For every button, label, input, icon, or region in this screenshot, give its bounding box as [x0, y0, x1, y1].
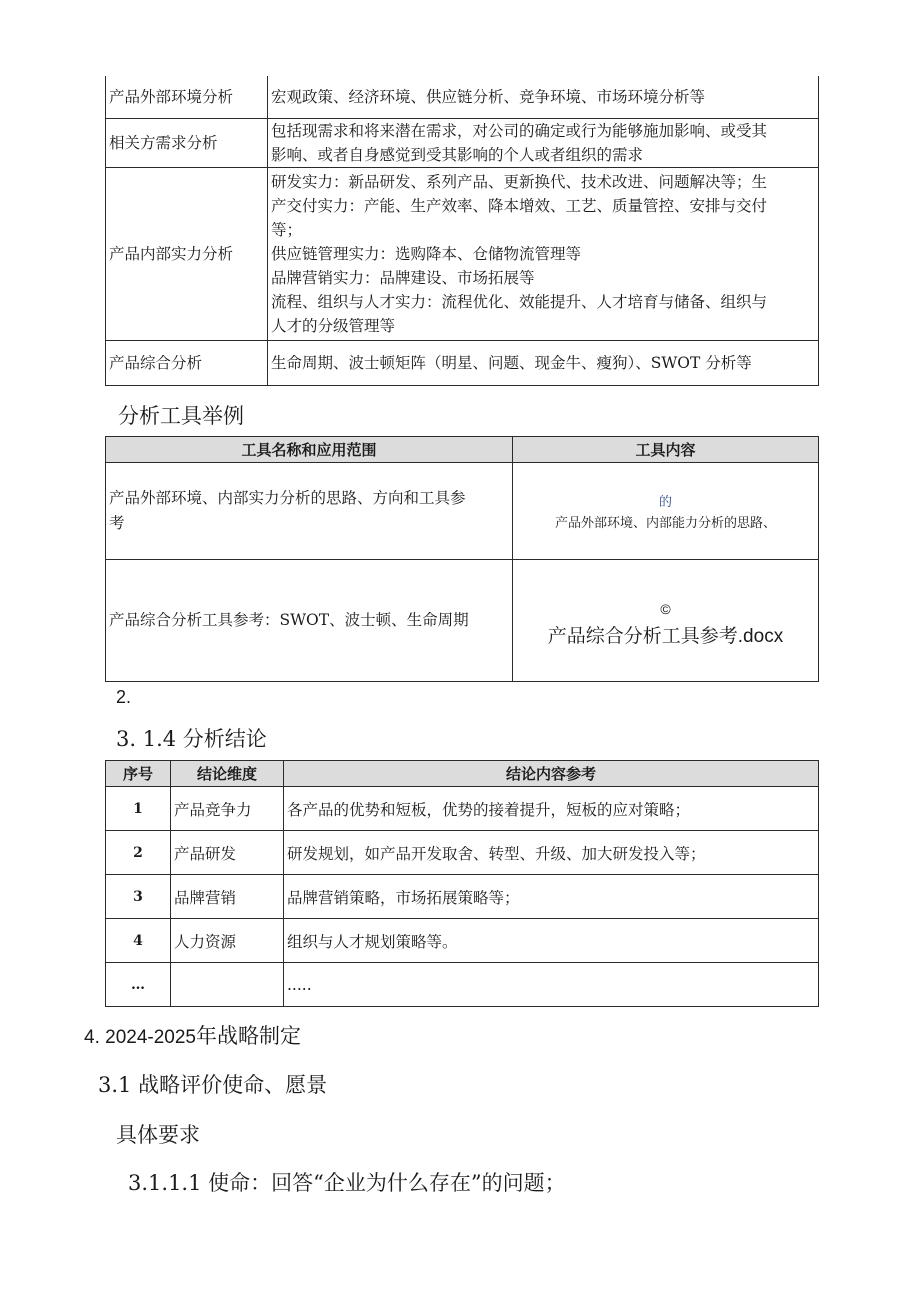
- column-header: 工具名称和应用范围: [106, 437, 513, 463]
- attachment-link[interactable]: 产品综合分析工具参考.docx: [547, 626, 784, 647]
- content-line: 宏观政策、经济环境、供应链分析、竞争环境、市场环境分析等: [271, 87, 706, 106]
- conclusion-dimension: [171, 963, 284, 1007]
- conclusion-dimension: 产品研发: [171, 831, 284, 875]
- heading-3: 3. 1.4 分析结论: [116, 727, 267, 751]
- tool-scope: [106, 463, 513, 560]
- content-line: 流程、组织与人才实力：流程优化、效能提升、人才培育与储备、组织与: [271, 292, 768, 311]
- analysis-content: [268, 167, 819, 340]
- row-number: …: [106, 963, 171, 1007]
- row-number: 4: [106, 919, 171, 963]
- table-row: [106, 787, 819, 831]
- tools-table: [105, 436, 819, 682]
- tool-scope: [106, 560, 513, 682]
- conclusion-dimension: 品牌营销: [171, 875, 284, 919]
- table-row: [106, 963, 819, 1007]
- analysis-key: 产品外部环境分析: [106, 76, 268, 118]
- tools-heading: 分析工具举例: [118, 404, 244, 428]
- attachment-link[interactable]: 产品外部环境、内部能力分析的思路、: [554, 515, 776, 530]
- conclusion-content: 各产品的优势和短板，优势的接着提升，短板的应对策略；: [284, 787, 819, 831]
- scope-line: 产品综合分析工具参考：SWOT、波士顿、生命周期: [109, 611, 469, 629]
- content-line: 包括现需求和将来潜在需求，对公司的确定或行为能够施加影响、或受其: [271, 121, 768, 140]
- column-header: 工具内容: [513, 437, 819, 463]
- conclusion-table: [105, 760, 819, 1007]
- analysis-content: [268, 340, 819, 385]
- table-row: [106, 167, 819, 340]
- row-number: 2: [106, 831, 171, 875]
- conclusion-dimension: 人力资源: [171, 919, 284, 963]
- analysis-key: 产品综合分析: [106, 340, 268, 385]
- table-row: [106, 919, 819, 963]
- table-row: [106, 76, 819, 118]
- row-number: 1: [106, 787, 171, 831]
- row-number: 3: [106, 875, 171, 919]
- heading-2: 2.: [116, 687, 132, 707]
- document-icon[interactable]: ©: [660, 601, 671, 617]
- analysis-content: [268, 76, 819, 118]
- table-row: [106, 560, 819, 682]
- content-line: 品牌营销实力：品牌建设、市场拓展等: [271, 268, 535, 287]
- table-header-row: [106, 437, 819, 463]
- table-row: [106, 463, 819, 560]
- heading-4-text: 年战略制定: [196, 1024, 301, 1048]
- table-row: [106, 831, 819, 875]
- heading-3-1: 3.1 战略评价使命、愿景: [98, 1073, 328, 1097]
- heading-3-1-1-1: 3.1.1.1 使命：回答“企业为什么存在”的问题；: [128, 1171, 566, 1195]
- attachment-cell[interactable]: [513, 463, 819, 560]
- conclusion-content: 品牌营销策略，市场拓展策略等；: [284, 875, 819, 919]
- analysis-key: 产品内部实力分析: [106, 167, 268, 340]
- conclusion-content: .....: [284, 963, 819, 1007]
- content-line: 影响、或者自身感觉到受其影响的个人或者组织的需求: [271, 145, 644, 164]
- document-icon[interactable]: 的: [658, 494, 672, 509]
- heading-4: [84, 1020, 301, 1050]
- scope-line: 考: [109, 514, 125, 532]
- conclusion-dimension: 产品竞争力: [171, 787, 284, 831]
- analysis-table: [105, 76, 819, 386]
- scope-line: 产品外部环境、内部实力分析的思路、方向和工具参: [109, 489, 466, 507]
- attachment-cell[interactable]: [513, 560, 819, 682]
- column-header: 结论内容参考: [284, 761, 819, 787]
- analysis-content: [268, 118, 819, 167]
- heading-4-number: 4. 2024-2025: [84, 1027, 196, 1048]
- analysis-key: 相关方需求分析: [106, 118, 268, 167]
- content-line: 生命周期、波士顿矩阵（明星、问题、现金牛、瘦狗）、SWOT 分析等: [271, 353, 752, 372]
- table-row: [106, 118, 819, 167]
- conclusion-content: 研发规划，如产品开发取舍、转型、升级、加大研发投入等；: [284, 831, 819, 875]
- table-header-row: [106, 761, 819, 787]
- requirements-heading: 具体要求: [116, 1123, 200, 1147]
- table-row: [106, 340, 819, 385]
- table-row: [106, 875, 819, 919]
- content-line: 产交付实力：产能、生产效率、降本增效、工艺、质量管控、安排与交付: [271, 196, 768, 215]
- conclusion-content: 组织与人才规划策略等。: [284, 919, 819, 963]
- content-line: 研发实力：新品研发、系列产品、更新换代、技术改进、问题解决等；生: [271, 172, 768, 191]
- column-header: 结论维度: [171, 761, 284, 787]
- content-line: 等；: [271, 220, 303, 239]
- content-line: 人才的分级管理等: [271, 316, 396, 335]
- column-header: 序号: [106, 761, 171, 787]
- content-line: 供应链管理实力：选购降本、仓储物流管理等: [271, 244, 582, 263]
